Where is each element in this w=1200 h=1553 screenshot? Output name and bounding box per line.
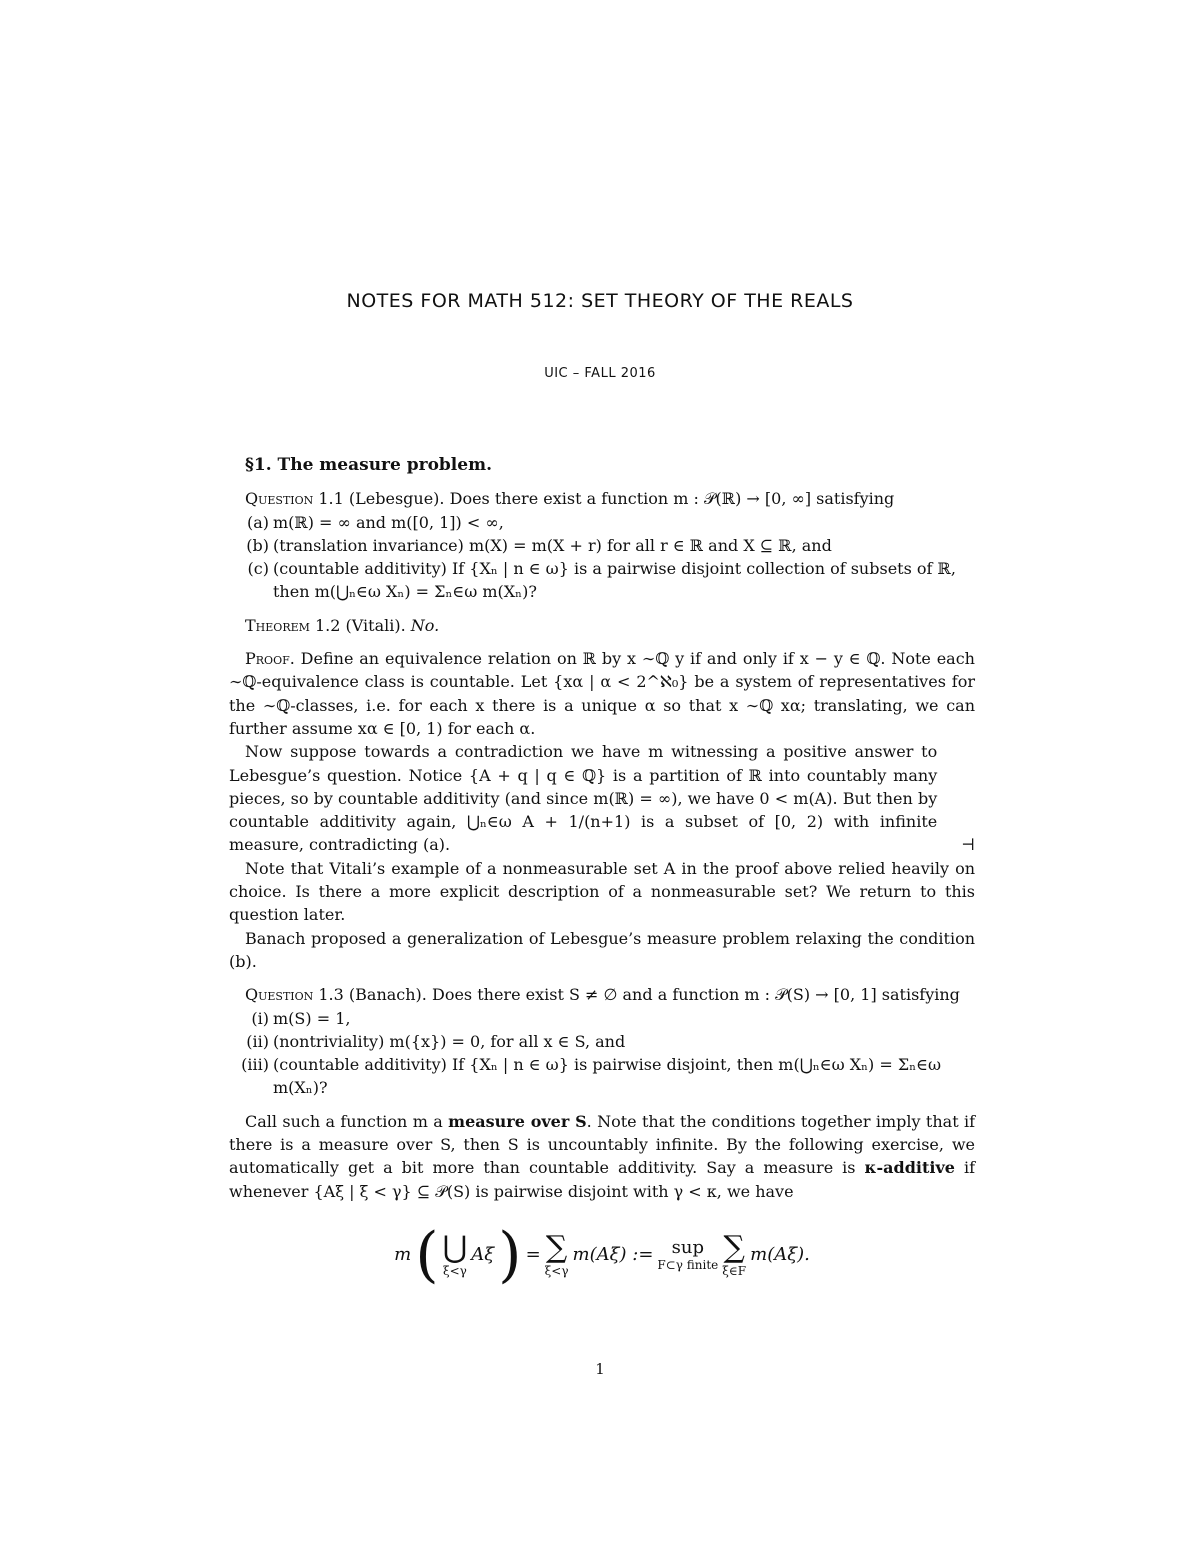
list-item: (ii) (nontriviality) m({x}) = 0, for all x ∈ S, and	[246, 1031, 626, 1051]
list-item: (i) m(S) = 1,	[251, 1008, 351, 1028]
theorem-attribution: (Vitali).	[345, 615, 406, 635]
theorem-1-2	[245, 614, 975, 637]
proof-label: Proof.	[245, 649, 295, 669]
question-label: Question 1.3	[245, 985, 344, 1005]
question-label: Question 1.1	[245, 489, 344, 509]
question-1-3-items	[229, 1007, 975, 1100]
paragraph-banach: Banach proposed a generalization of Lebesgue’s measure problem relaxing the condition (b).	[229, 928, 975, 971]
display-formula: m ( ⋃ ξ<γ Aξ ) = ∑ ξ<γ m(Aξ) := sup F⊂γ finite ∑ ξ∈F m(Aξ).	[394, 1219, 810, 1290]
section-heading: §1. The measure problem.	[245, 455, 492, 475]
list-item: (iii) (countable additivity) If {Xₙ | n ∈ ω} is pairwise disjoint, then m(⋃ₙ∈ω Xₙ) = Σₙ∈ω m(Xₙ)?	[241, 1055, 941, 1098]
list-item: (a) m(ℝ) = ∞ and m([0, 1]) < ∞,	[246, 512, 504, 532]
list-item: (b) (translation invariance) m(X) = m(X + r) for all r ∈ ℝ and X ⊆ ℝ, and	[246, 535, 832, 555]
qed-symbol: ⊣	[961, 835, 975, 855]
question-1-3	[229, 983, 975, 1099]
paragraph-measure: Call such a function m a measure over S. Note that the conditions together imply that if there is a measure over S, then S is uncountably infinite. By the following exercise, we automatically get a bit more than countable additivity. Say a measure is κ-additive if whenever {Aξ | ξ < γ} ⊆ 𝒫(S) is pairwise disjoint with γ < κ, we have	[229, 1111, 976, 1201]
question-attribution: (Lebesgue).	[348, 489, 445, 509]
term-kappa-additive: κ-additive	[864, 1158, 955, 1178]
proof-paragraph-2: Now suppose towards a contradiction we have m witnessing a positive answer to Lebesgue’s question. Notice {A + q | q ∈ ℚ} is a partition of ℝ into countably many pieces, so by countable additivity (and since m(ℝ) = ∞), we have 0 < m(A). But then by countable additivity again, ⋃ₙ∈ω A + 1/(n+1) is a subset of [0, 2) with infinite measure, contradicting (a).	[229, 742, 938, 855]
proof	[229, 647, 975, 857]
question-attribution: (Banach).	[348, 985, 427, 1005]
question-text: Does there exist a function m : 𝒫(ℝ) → [0, ∞] satisfying	[449, 489, 895, 509]
page-number: 1	[595, 1360, 605, 1378]
theorem-label: Theorem 1.2	[245, 615, 341, 635]
document-body	[229, 454, 975, 1297]
list-item: (c) (countable additivity) If {Xₙ | n ∈ ω} is a pairwise disjoint collection of subsets of ℝ, then m(⋃ₙ∈ω Xₙ) = Σₙ∈ω m(Xₙ)?	[247, 559, 956, 602]
question-1-1-items	[229, 511, 975, 604]
document-subtitle: UIC – FALL 2016	[544, 366, 656, 381]
question-text: Does there exist S ≠ ∅ and a function m : 𝒫(S) → [0, 1] satisfying	[431, 985, 960, 1005]
theorem-text: No.	[410, 615, 440, 635]
document-title: NOTES FOR MATH 512: SET THEORY OF THE REALS	[346, 290, 854, 312]
proof-paragraph-1: Define an equivalence relation on ℝ by x ∼ℚ y if and only if x − y ∈ ℚ. Note each ∼ℚ-equivalence class is countable. Let {xα | α < 2^ℵ₀} be a system of representatives for the ∼ℚ-classes, i.e. for each x there is a unique α so that x ∼ℚ xα; translating, we can further assume xα ∈ [0, 1) for each α.	[229, 649, 975, 738]
term-measure-over-s: measure over S	[448, 1111, 587, 1131]
paragraph-vitali: Note that Vitali’s example of a nonmeasurable set A in the proof above relied heavily on choice. Is there a more explicit description of a nonmeasurable set? We return to this question later.	[229, 858, 975, 925]
question-1-1	[229, 487, 975, 603]
